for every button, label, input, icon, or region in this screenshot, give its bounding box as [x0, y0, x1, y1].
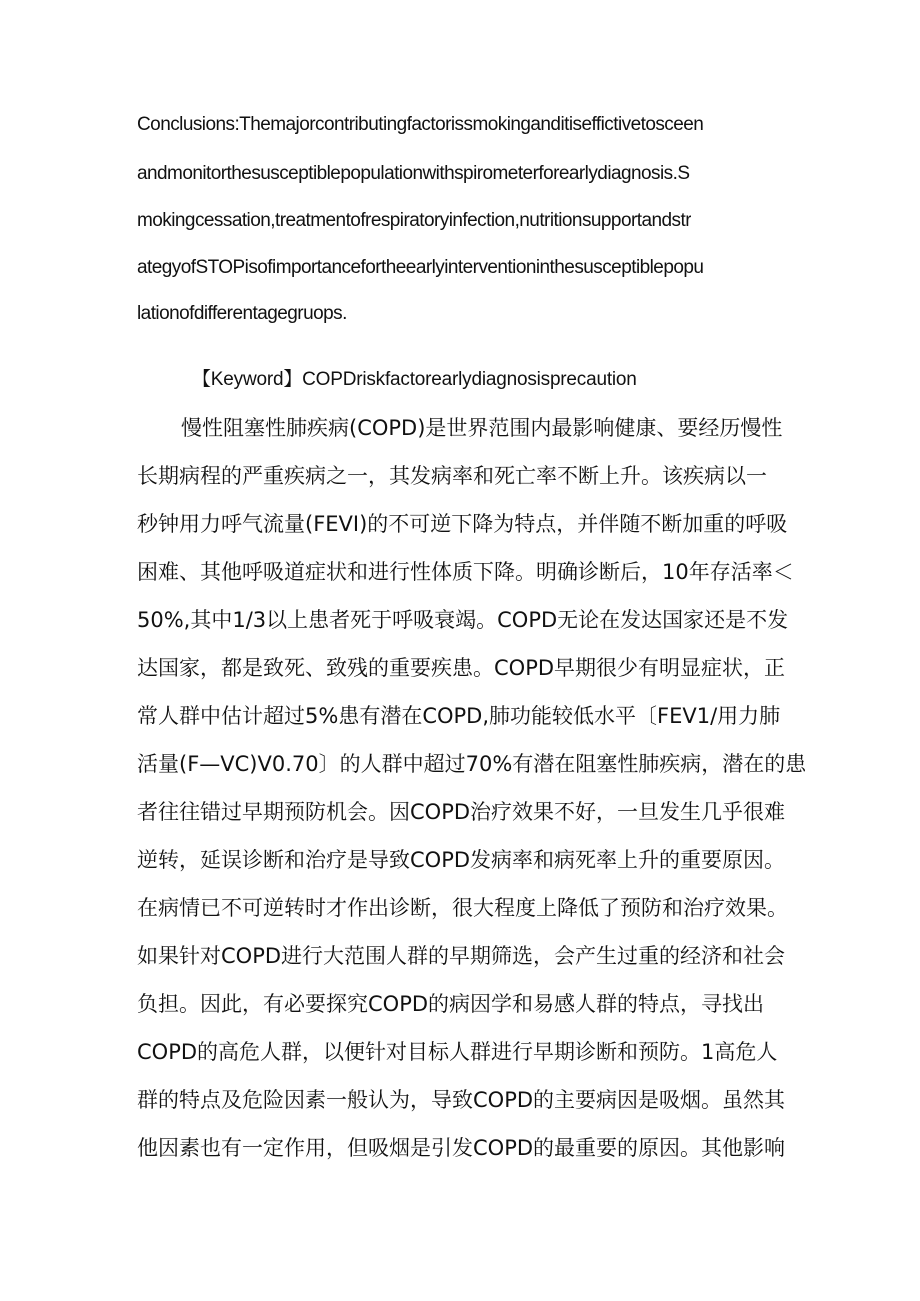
- body-line: 秒钟用力呼气流量(FEVI)的不可逆下降为特点，并伴随不断加重的呼吸: [137, 512, 788, 536]
- keyword-line: 【Keyword】COPDriskfactorearlydiagnosisprecaution: [192, 369, 637, 390]
- conclusions-line: andmonitorthesusceptiblepopulationwithspirometerforearlydiagnosis.S: [137, 163, 690, 184]
- body-line: 如果针对COPD进行大范围人群的早期筛选，会产生过重的经济和社会: [137, 944, 786, 968]
- body-line: 50%,其中1/3以上患者死于呼吸衰竭。COPD无论在发达国家还是不发: [137, 608, 789, 632]
- conclusions-line: mokingcessation,treatmentofrespiratoryinfection,nutritionsupportandstr: [137, 210, 691, 231]
- body-line: 负担。因此，有必要探究COPD的病因学和易感人群的特点，寻找出: [137, 992, 765, 1016]
- body-line: 他因素也有一定作用，但吸烟是引发COPD的最重要的原因。其他影响: [137, 1136, 786, 1160]
- conclusions-line: Conclusions:Themajorcontributingfactorissmokinganditiseffictivetosceen: [137, 114, 704, 135]
- conclusions-line: lationofdifferentagegruops.: [137, 303, 347, 324]
- body-line: COPD的高危人群，以便针对目标人群进行早期诊断和预防。1高危人: [137, 1040, 778, 1064]
- body-line: 活量(F—VC)V0.70〕的人群中超过70%有潜在阻塞性肺疾病，潜在的患: [137, 752, 807, 776]
- body-line: 常人群中估计超过5%患有潜在COPD,肺功能较低水平〔FEV1/用力肺: [137, 704, 781, 728]
- body-line: 逆转，延误诊断和治疗是导致COPD发病率和病死率上升的重要原因。: [137, 848, 786, 872]
- body-line: 困难、其他呼吸道症状和进行性体质下降。明确诊断后，10年存活率＜: [137, 560, 794, 584]
- conclusions-line: ategyofSTOPisofimportancefortheearlyinterventioninthesusceptiblepopu: [137, 257, 704, 278]
- body-line: 达国家，都是致死、致残的重要疾患。COPD早期很少有明显症状，正: [137, 656, 786, 680]
- body-line: 者往往错过早期预防机会。因COPD治疗效果不好，一旦发生几乎很难: [137, 800, 786, 824]
- body-line: 长期病程的严重疾病之一，其发病率和死亡率不断上升。该疾病以一: [137, 464, 767, 488]
- body-line: 慢性阻塞性肺疾病(COPD)是世界范围内最影响健康、要经历慢性: [181, 416, 783, 440]
- body-line: 群的特点及危险因素一般认为，导致COPD的主要病因是吸烟。虽然其: [137, 1088, 786, 1112]
- body-line: 在病情已不可逆转时才作出诊断，很大程度上降低了预防和治疗效果。: [137, 896, 788, 920]
